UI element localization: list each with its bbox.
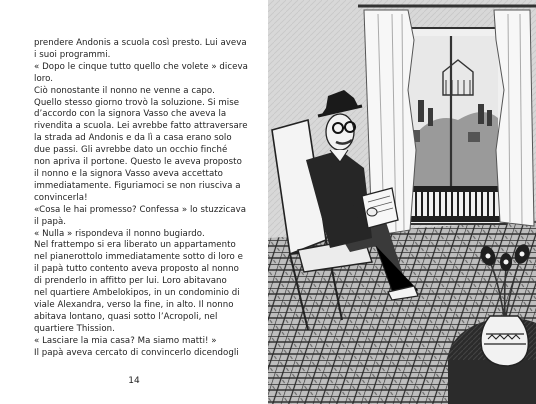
text-line: convincerla!: [34, 192, 88, 203]
text-line: Ciò nonostante il nonno ne venne a capo.: [34, 85, 215, 96]
text-line: viale Alexandra, verso la fine, in alto. Il nonno: [34, 299, 234, 310]
text-line: prendere Andonis a scuola così presto. Lui aveva: [34, 38, 247, 48]
text-line: d’accordo con la signora Vasso che aveva la: [34, 109, 227, 120]
text-line: abitava lontano, quasi sotto l’Acropoli, nel: [34, 311, 218, 322]
text-line: i suoi programmi.: [34, 49, 111, 60]
illustration-page: [268, 0, 536, 404]
text-line: di prenderlo in affitto per lui. Loro abitavano: [34, 276, 227, 287]
text-line: nel quartiere Ambelokipos, in un condominio di: [34, 288, 240, 299]
text-line: quartiere Thission.: [34, 323, 115, 334]
text-line: la strada ad Andonis e da lì a casa erano solo: [34, 133, 232, 144]
text-line: «Cosa le hai promesso? Confessa » lo stuzzicava: [34, 204, 247, 215]
text-line: nel pianerottolo immediatamente sotto di loro e: [34, 252, 243, 263]
text-line: « Lasciare la mia casa? Ma siamo matti! »: [34, 335, 217, 346]
text-line: il papà.: [34, 216, 67, 227]
text-line: « Dopo le cinque tutto quello che volete » diceva: [34, 61, 248, 72]
text-line: « Nulla » rispondeva il nonno bugiardo.: [34, 228, 205, 239]
text-line: due passi. Gli avrebbe dato un occhio finché: [34, 145, 228, 156]
text-line: Nel frattempo si era liberato un appartamento: [34, 240, 236, 251]
text-line: rivendita a scuola. Lei avrebbe fatto attraversare: [34, 121, 248, 132]
body-text: [34, 38, 262, 359]
text-line: loro.: [34, 73, 54, 84]
page-number: 14: [128, 376, 140, 386]
text-line: non apriva il portone. Questo le aveva proposto: [34, 157, 242, 168]
text-line: Il papà aveva cercato di convincerlo dicendogli: [34, 347, 239, 358]
illustration: [268, 0, 536, 404]
text-line: Quello stesso giorno trovò la soluzione. Si mise: [34, 97, 240, 108]
text-line: il nonno e la signora Vasso aveva accettato: [34, 168, 223, 179]
text-line: immediatamente. Figuriamoci se non riusciva a: [34, 180, 241, 191]
text-line: il papà tutto contento aveva proposto al nonno: [34, 264, 239, 275]
